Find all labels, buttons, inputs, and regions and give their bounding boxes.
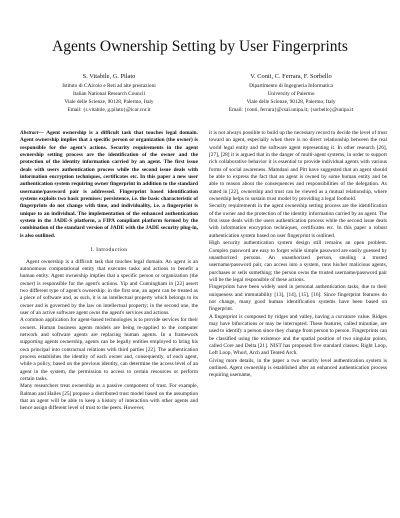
abstract: [20, 130, 198, 240]
affiliation-line: Viale delle Scienze, 90128, Palermo, Italy: [64, 99, 154, 106]
author-block-right: [202, 72, 380, 115]
affiliation-line: Istituto di CAlcolo e Reti ad alte prestazioni: [62, 82, 156, 89]
affiliation-line: Dipartimento di Ingegneria Informatica: [249, 82, 333, 89]
paper-title: Agents Ownership Setting by User Fingerprints: [52, 38, 348, 55]
author-email-left: Email: {s.vitabile, g.pilato}@icar.cnr.it: [67, 107, 151, 114]
affiliation-line: Italian National Research Council: [73, 90, 145, 97]
body-paragraph: Agent ownership is a difficult task that touches legal domain. An agent is an autonomous computational entity that executes tasks and actions to benefit a human entity. Agent ownership implies that a specific person or organization (the owner) is responsible for the agent's actions. Yip and Cunningham in [22] assert two different type of agent's ownership: in the first one, an agent can be treated as a piece of software and, as such, it is an intellectual property which belongs to its owner and is governed by the law on intellectual property; in the second one, the user of an active software agent owns the agent's services and actions.: [20, 258, 198, 316]
affiliation-line: University of Palermo: [267, 90, 315, 97]
affiliation-line: Viale delle Scienze, 90128, Palermo, Italy: [246, 99, 336, 106]
body-paragraph: Security requirements in the agent ownership setting process are the identification of the owner and the protection of the identity information carried by an agent. The first issue deals with the users authentication process while the second issue deals with information encryption techniques, certificates etc. In this paper a robust authentication system based on user fingerprint is outlined.: [209, 203, 387, 239]
body-paragraph: Fingerprints have been widely used in personal authentication tasks, due to their uniqueness and immutability [13], [14], [15], [16]. Since fingerprint features do not change, many good human identification systems have been based on fingerprint.: [209, 284, 387, 313]
body-paragraph: Many researchers treat ownership as a passive component of trust. For example, Balman and Hailes [25] propose a distributed trust model based on the assumption that an agent will be able to keep a history of interaction with other agents and hence assign different level of trust to the peers. However,: [20, 383, 198, 412]
author-block-left: [20, 72, 198, 115]
section-heading-introduction: I. Introduction: [90, 246, 128, 253]
left-column: [20, 130, 198, 413]
body-paragraph: Giving more details, in the paper a two security level authentication system is outlined. Agent ownership is established after an enhanced authentication process requiring username,: [209, 357, 387, 379]
author-names-left: S. Vitabile, G. Pilato: [82, 73, 136, 80]
right-column: [209, 130, 387, 380]
author-email-right: Email: {conti, ferrara}@csai.unipa.it; {sorbello}@unipa.it: [228, 107, 354, 114]
body-paragraph: A common application for agent-based technologies is to provide services for their owners. Human business agents models are being re-applied to the computer network and software agents are replacing human agents. In a framework supporting agents ownership, agents can be legally entities employed to bring his own principal into contractual relations with third parties [22]. The authentication process establishes the identity of each owner and, consequently, of each agent, while a policy, based on the previous identity, can determine the access level of an agent in the system, the permission to access to certain resources or perform certain tasks.: [20, 317, 198, 382]
abstract-label: Abstract—: [20, 130, 44, 136]
body-paragraph: High security authentication system design still remains an open problem. Complex password are easy to forget while simple password are easily guessed by unauthorized persons. An unauthorized person, stealing a trusted username/password pair, can access into a system, runs his/her malicious agents, purchases or sells something; the person owns the trusted username/password pair will be the legal responsible of these actions.: [209, 240, 387, 283]
body-paragraph: A fingerprint is composed by ridges and valley, having a curvature value. Ridges may have bifurcations or may be interrupted. These features, called minutiae, are used to identify a person since they change from person to person. Fingerprints can be classified using the existence and the spatial position of two singular points, called Core and Delta [21]. NIST has proposed five standard classes: Right Loop, Left Loop, Whorl, Arch and Tented Arch.: [209, 313, 387, 357]
abstract-text: Agent ownership is a difficult task that touches legal domain. Agent ownership implies that a specific person or organization (the owner) is responsible for the agent's actions. Security requirements in the agent ownership setting process are the identification of the owner and the protection of the identity information carried by an agent. The first issue deals with users authentication process while the second issue deals with information encryption techniques, certificates etc. In this paper a new user authentication system requiring owner fingerprint in addition to the standard username/password pair is addressed. Fingerprint based identification systems exploits two basic premises: persistence, i.e. the basic characteristic of fingerprints do not change with time, and individuality, i.e. a fingerprint is unique to an individual. The implementation of the enhanced authentication system in the JADE-S platform, a FIPA compliant platform formed by the combination of the standard version of JADE with the JADE security plug-in, is also outlined.: [20, 130, 198, 239]
body-paragraph: it is not always possible to build up the necessary record to decide the level of trust toward an agent, especially when there is no direct relationship between the real world legal entity and the software agent representing it. In other research [26], [27], [28] it is argued that in the danger of multi-agent systems, in order to support rich collaborative behavior it is essential to provide individual agents with various forms of social awareness. Mamdani and Pitt have suggested that an agent should be able to express the fact that an agent is owned by some human entity and be able to reason about the consequences and responsibilities of the delegation. As stated in [22], ownership and trust can be viewed as a mutual relationship, where ownership helps to sustain trust model by providing a legal foothold.: [209, 130, 387, 203]
author-names-right: V. Conti, C. Ferrara, F. Sorbello: [250, 73, 332, 80]
